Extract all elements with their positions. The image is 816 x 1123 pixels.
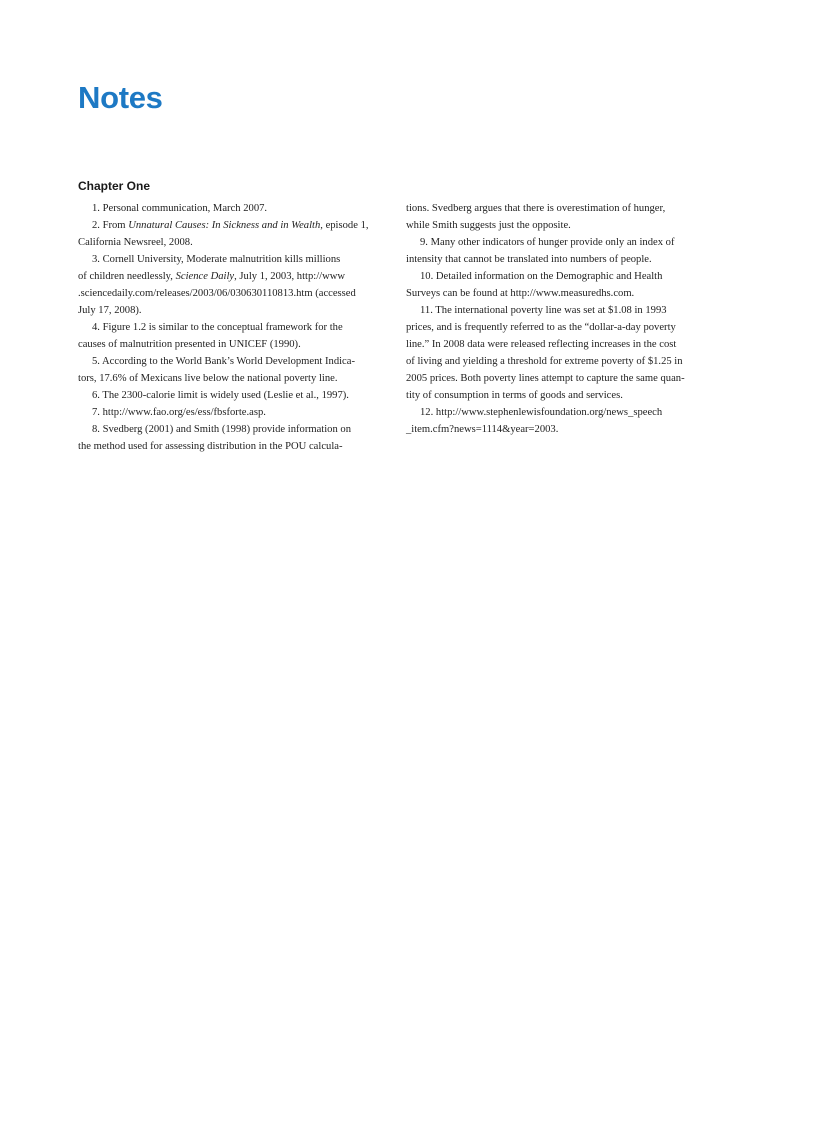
note-6-line: 6. The 2300-calorie limit is widely used (Leslie et al., 1997).	[92, 390, 349, 401]
note-3-line: 3. Cornell University, Moderate malnutrition kills millions	[92, 254, 341, 265]
note-10-line: 10. Detailed information on the Demographic and Health	[420, 271, 663, 282]
note-5-line: tors, 17.6% of Mexicans live below the national poverty line.	[78, 373, 338, 384]
note-11-line: tity of consumption in terms of goods and services.	[406, 390, 623, 401]
page-title: Notes	[78, 80, 163, 115]
chapter-heading: Chapter One	[78, 179, 151, 193]
note-3-text: of children needlessly,	[78, 271, 176, 282]
note-8-line: tions. Svedberg argues that there is overestimation of hunger,	[406, 203, 666, 214]
note-9-line: 9. Many other indicators of hunger provide only an index of	[420, 237, 675, 248]
note-10-line: Surveys can be found at http://www.measuredhs.com.	[406, 288, 635, 299]
note-4-line: causes of malnutrition presented in UNICEF (1990).	[78, 339, 301, 350]
note-5-line: 5. According to the World Bank’s World Development Indica-	[92, 356, 355, 367]
note-1-line: 1. Personal communication, March 2007.	[92, 203, 268, 214]
note-3-line: July 17, 2008).	[78, 305, 142, 316]
note-2-work-title: Unnatural Causes: In Sickness and in Wealth	[128, 220, 321, 231]
notes-column-right	[406, 200, 712, 438]
note-8-line: the method used for assessing distribution in the POU calcula-	[78, 441, 343, 452]
note-11-line: line.” In 2008 data were released reflecting increases in the cost	[406, 339, 677, 350]
note-2-line: California Newsreel, 2008.	[78, 237, 193, 248]
note-11-line: of living and yielding a threshold for extreme poverty of $1.25 in	[406, 356, 683, 367]
note-3-line: .sciencedaily.com/releases/2003/06/030630110813.htm (accessed	[78, 288, 356, 299]
note-2-text-end: , episode 1,	[320, 220, 369, 231]
note-2-text: 2. From	[92, 220, 129, 231]
note-3-line	[78, 268, 384, 285]
note-11-line: 2005 prices. Both poverty lines attempt to capture the same quan-	[406, 373, 685, 384]
note-9-line: intensity that cannot be translated into numbers of people.	[406, 254, 652, 265]
note-12-line: 12. http://www.stephenlewisfoundation.org/news_speech	[420, 407, 663, 418]
note-3-journal-title: Science Daily	[175, 271, 235, 282]
note-2-line	[78, 217, 384, 234]
note-7-line: 7. http://www.fao.org/es/ess/fbsforte.asp.	[92, 407, 266, 418]
note-11-line: prices, and is frequently referred to as the “dollar-a-day poverty	[406, 322, 676, 333]
note-8-line: 8. Svedberg (2001) and Smith (1998) provide information on	[92, 424, 352, 435]
notes-column-left	[78, 200, 384, 455]
note-4-line: 4. Figure 1.2 is similar to the conceptual framework for the	[92, 322, 343, 333]
note-3-text-end: , July 1, 2003, http://www	[234, 271, 346, 282]
note-11-line: 11. The international poverty line was set at $1.08 in 1993	[420, 305, 667, 316]
note-12-line: _item.cfm?news=1114&year=2003.	[406, 424, 559, 435]
note-8-line: while Smith suggests just the opposite.	[406, 220, 571, 231]
